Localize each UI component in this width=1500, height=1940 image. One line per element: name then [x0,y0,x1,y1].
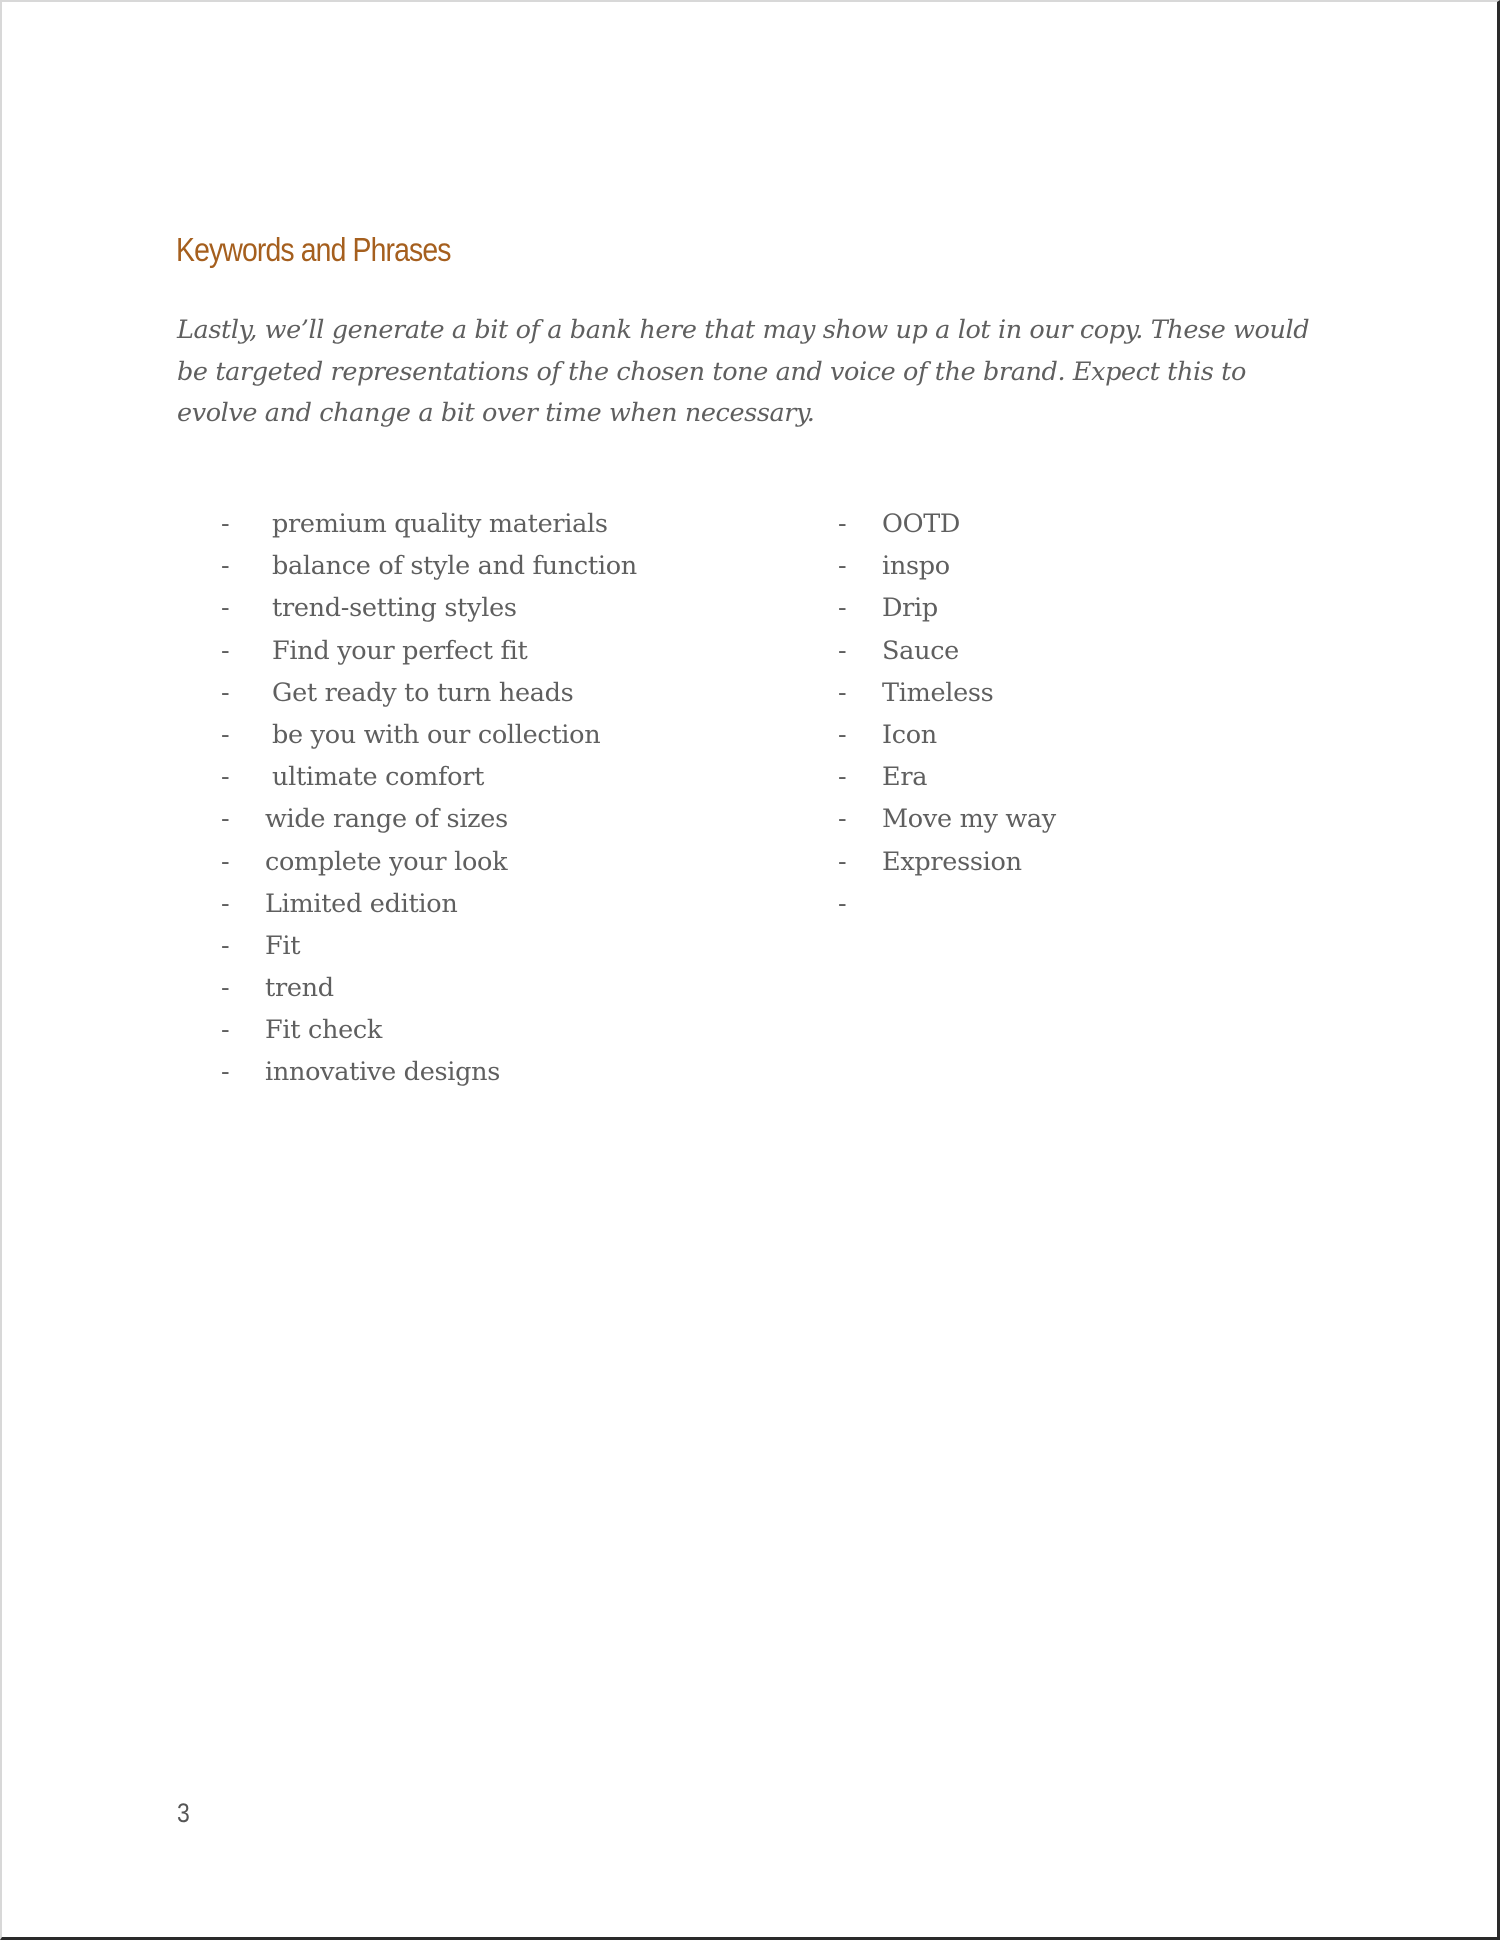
keyword-text: complete your look [265,846,508,877]
bullet-dash: - [838,635,847,666]
keyword-text: inspo [882,551,950,582]
keyword-text: Timeless [882,677,994,708]
keyword-text: Icon [882,719,937,750]
keyword-text: trend [265,973,334,1004]
keyword-text: Fit [265,930,301,961]
list-item [221,672,637,714]
keyword-list-left [221,503,637,1094]
list-item [838,756,1056,798]
keyword-list-right [838,503,1056,925]
bullet-dash: - [221,677,230,708]
keyword-text: Limited edition [265,888,458,919]
list-item [221,1051,637,1093]
bullet-dash: - [838,804,847,835]
keyword-text: innovative designs [265,1057,501,1088]
keyword-text: Sauce [882,635,959,666]
keyword-text: Era [882,762,928,793]
bullet-dash: - [838,593,847,624]
list-item [838,841,1056,883]
list-item [838,883,1056,925]
list-item [221,883,637,925]
bullet-dash: - [221,593,230,624]
bullet-dash: - [838,677,847,708]
list-item [838,545,1056,587]
keyword-text: premium quality materials [272,509,608,539]
list-item [221,714,637,756]
keyword-text: OOTD [882,509,961,539]
list-item [221,545,637,587]
list-item [838,672,1056,714]
keyword-text: balance of style and function [272,551,637,582]
bullet-dash: - [221,804,230,835]
bullet-dash: - [838,888,847,919]
bullet-dash: - [221,509,230,539]
list-item [221,630,637,672]
list-item [221,587,637,629]
bullet-dash: - [221,635,230,666]
section-heading: Keywords and Phrases [176,231,451,268]
bullet-dash: - [838,509,847,539]
bullet-dash: - [221,719,230,750]
keyword-text: ultimate comfort [272,762,485,793]
intro-paragraph: Lastly, we’ll generate a bit of a bank here that may show up a lot in our copy. These would be targeted representations of the chosen tone and voice of the brand. Expect this to evolve and change a bit over time when necessary. [177,315,1310,428]
list-item [838,798,1056,840]
list-item [221,925,637,967]
bullet-dash: - [221,846,230,877]
bullet-dash: - [221,1057,230,1088]
bullet-dash: - [838,846,847,877]
list-item [221,967,637,1009]
list-item [221,1009,637,1051]
bullet-dash: - [221,888,230,919]
keyword-text: Move my way [882,804,1056,835]
keyword-text: be you with our collection [272,719,601,750]
keyword-text: Get ready to turn heads [272,677,574,708]
keyword-text: Drip [882,593,938,624]
bullet-dash: - [221,762,230,793]
list-item [221,756,637,798]
list-item [838,714,1056,756]
list-item [838,587,1056,629]
page-number: 3 [177,1798,190,1828]
bullet-dash: - [221,930,230,961]
list-item [221,503,637,545]
list-item [221,841,637,883]
bullet-dash: - [838,719,847,750]
bullet-dash: - [221,973,230,1004]
list-item [838,630,1056,672]
keyword-text: trend-setting styles [272,593,517,624]
keyword-text: Find your perfect fit [272,635,528,666]
bullet-dash: - [838,762,847,793]
keyword-text: Expression [882,846,1022,877]
bullet-dash: - [221,1015,230,1046]
list-item [838,503,1056,545]
bullet-dash: - [221,551,230,582]
bullet-dash: - [838,551,847,582]
list-item [221,798,637,840]
keyword-text: wide range of sizes [265,804,508,835]
keyword-text: Fit check [265,1015,383,1046]
